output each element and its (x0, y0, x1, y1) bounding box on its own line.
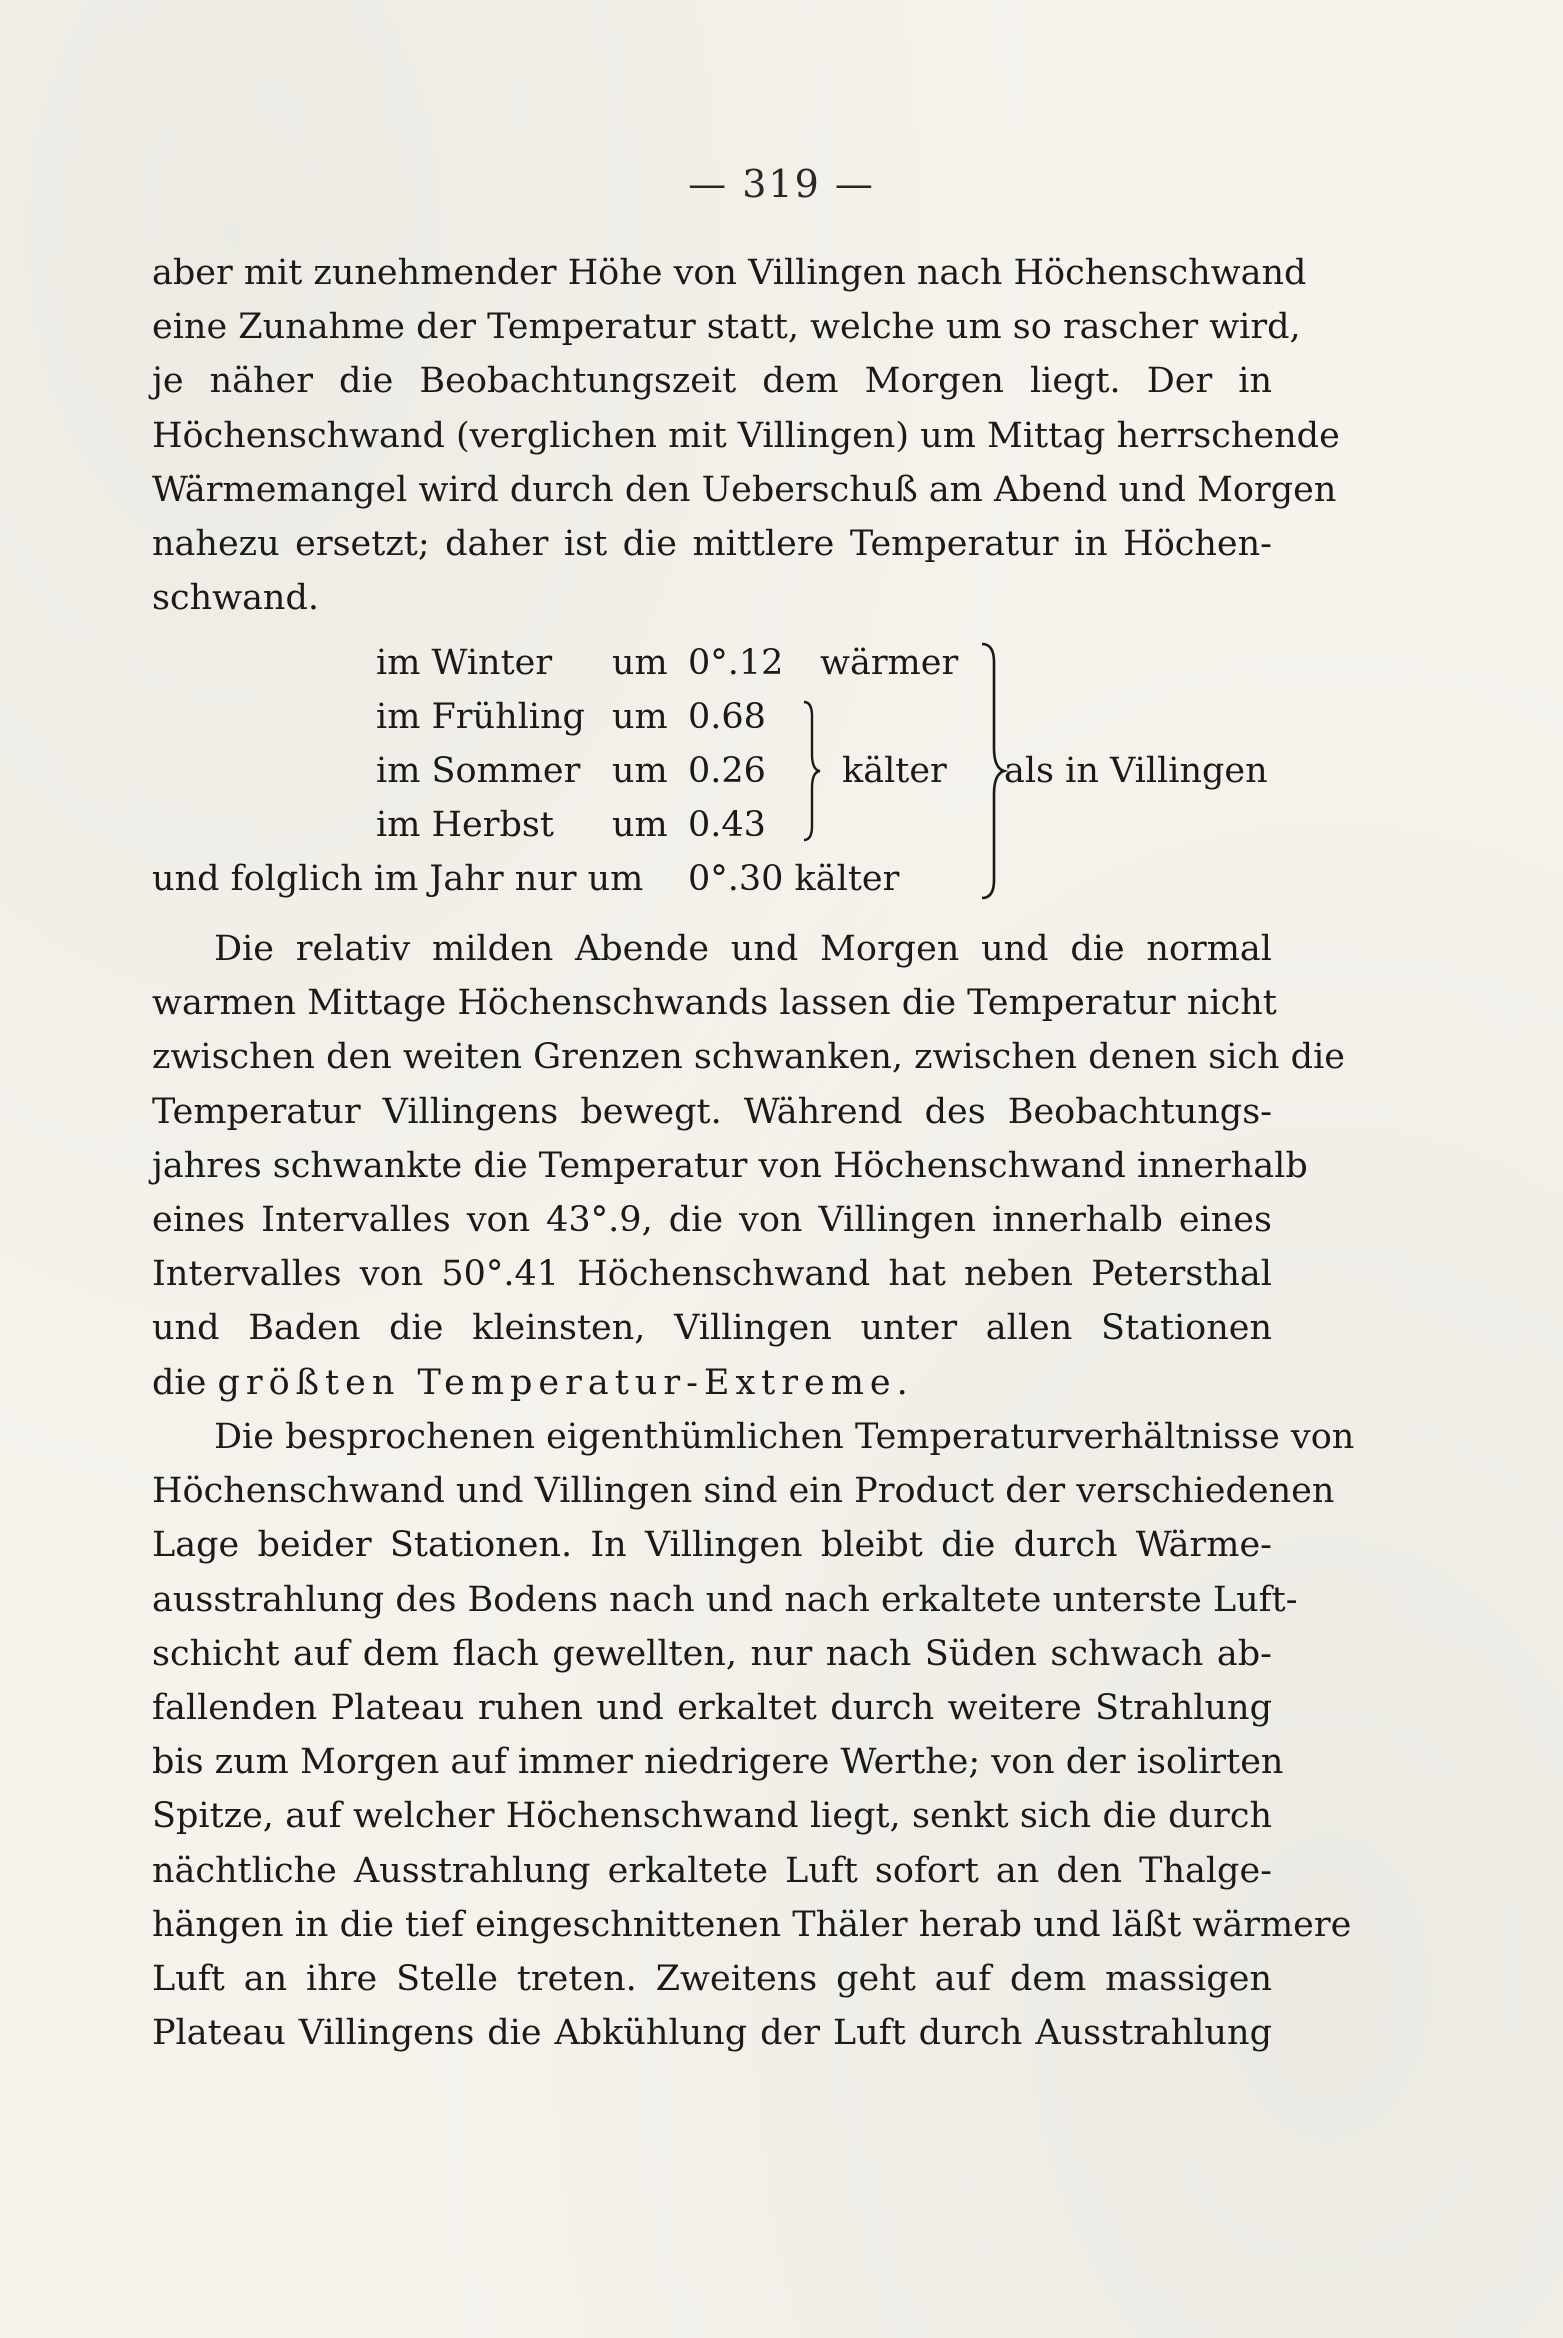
comparison-label: als in Villingen (1004, 751, 1268, 791)
text-line: Lage beider Stationen. In Villingen bleibt die durch Wärme- (152, 1525, 1272, 1566)
comparison-word: wärmer (820, 643, 959, 683)
text-line: Luft an ihre Stelle treten. Zweitens geht auf dem massigen (152, 1958, 1272, 1999)
comparison-word: kälter (842, 751, 947, 791)
um-label: um (612, 697, 668, 737)
um-label: um (612, 751, 668, 791)
paragraph-2 (152, 922, 1345, 1410)
text-line: jahres schwankte die Temperatur von Höchenschwand innerhalb (152, 1145, 1308, 1186)
text-line: Spitze, auf welcher Höchenschwand liegt, senkt sich die durch (152, 1796, 1272, 1837)
text-line: fallenden Plateau ruhen und erkaltet durch weitere Strahlung (152, 1687, 1272, 1728)
text-line: schwand. (152, 578, 320, 619)
text-line: eines Intervalles von 43°.9, die von Villingen innerhalb eines (152, 1199, 1272, 1240)
text-line: schicht auf dem flach gewellten, nur nach Süden schwach ab- (152, 1633, 1272, 1674)
text-line: Die relativ milden Abende und Morgen und die normal (214, 929, 1272, 969)
year-prefix: und folglich im Jahr nur um (152, 859, 644, 899)
text-line: hängen in die tief eingeschnittenen Thäler herab und läßt wärmere (152, 1904, 1352, 1945)
um-label: um (612, 643, 668, 683)
text-line (152, 1356, 1272, 1410)
season-label: im Sommer (376, 751, 581, 791)
outer-brace (982, 644, 1004, 898)
temperature-difference: 0.43 (688, 805, 766, 845)
paragraph-3 (152, 1410, 1355, 2060)
season-label: im Herbst (376, 805, 554, 845)
temperature-difference: 0.26 (688, 751, 766, 791)
text-line: nächtliche Ausstrahlung erkaltete Luft sofort an den Thalge- (152, 1850, 1272, 1891)
temperature-difference: 0°.12 (688, 643, 784, 683)
text-line: Höchenschwand (verglichen mit Villingen) um Mittag herrschende (152, 415, 1340, 456)
temperature-comparison-table (152, 636, 1272, 906)
text-line: ausstrahlung des Bodens nach und nach erkaltete unterste Luft- (152, 1579, 1298, 1620)
text-line: Höchenschwand und Villingen sind ein Product der verschiedenen (152, 1471, 1335, 1512)
text-line: Temperatur Villingens bewegt. Während des Beobachtungs- (152, 1091, 1272, 1132)
text-line: bis zum Morgen auf immer niedrigere Werthe; von der isolirten (152, 1742, 1284, 1783)
text-line: und Baden die kleinsten, Villingen unter allen Stationen (152, 1308, 1272, 1349)
page-number: — 319 — (688, 162, 875, 206)
season-label: im Frühling (376, 697, 585, 737)
inner-brace (804, 702, 820, 840)
text-line: je näher die Beobachtungszeit dem Morgen liegt. Der in (152, 361, 1272, 402)
text-line: aber mit zunehmender Höhe von Villingen nach Höchenschwand (152, 253, 1307, 293)
paragraph-1 (152, 246, 1340, 625)
text-line: Intervalles von 50°.41 Höchenschwand hat neben Petersthal (152, 1254, 1272, 1295)
text-line: Plateau Villingens die Abkühlung der Luft durch Ausstrahlung (152, 2013, 1272, 2054)
emphasized-text: größten Temperatur-Extreme. (217, 1362, 914, 1403)
text-line: Die besprochenen eigenthümlichen Temperaturverhältnisse von (214, 1417, 1355, 1457)
temperature-difference: 0.68 (688, 697, 766, 737)
text-line: zwischen den weiten Grenzen schwanken, zwischen denen sich die (152, 1037, 1345, 1078)
year-value: 0°.30 kälter (688, 859, 900, 899)
line-prefix: die (152, 1362, 207, 1403)
season-label: im Winter (376, 643, 553, 683)
text-line: eine Zunahme der Temperatur statt, welche um so rascher wird, (152, 307, 1301, 348)
text-line: warmen Mittage Höchenschwands lassen die Temperatur nicht (152, 983, 1277, 1024)
um-label: um (612, 805, 668, 845)
text-line: nahezu ersetzt; daher ist die mittlere Temperatur in Höchen- (152, 523, 1272, 564)
text-line: Wärmemangel wird durch den Ueberschuß am Abend und Morgen (152, 469, 1337, 510)
